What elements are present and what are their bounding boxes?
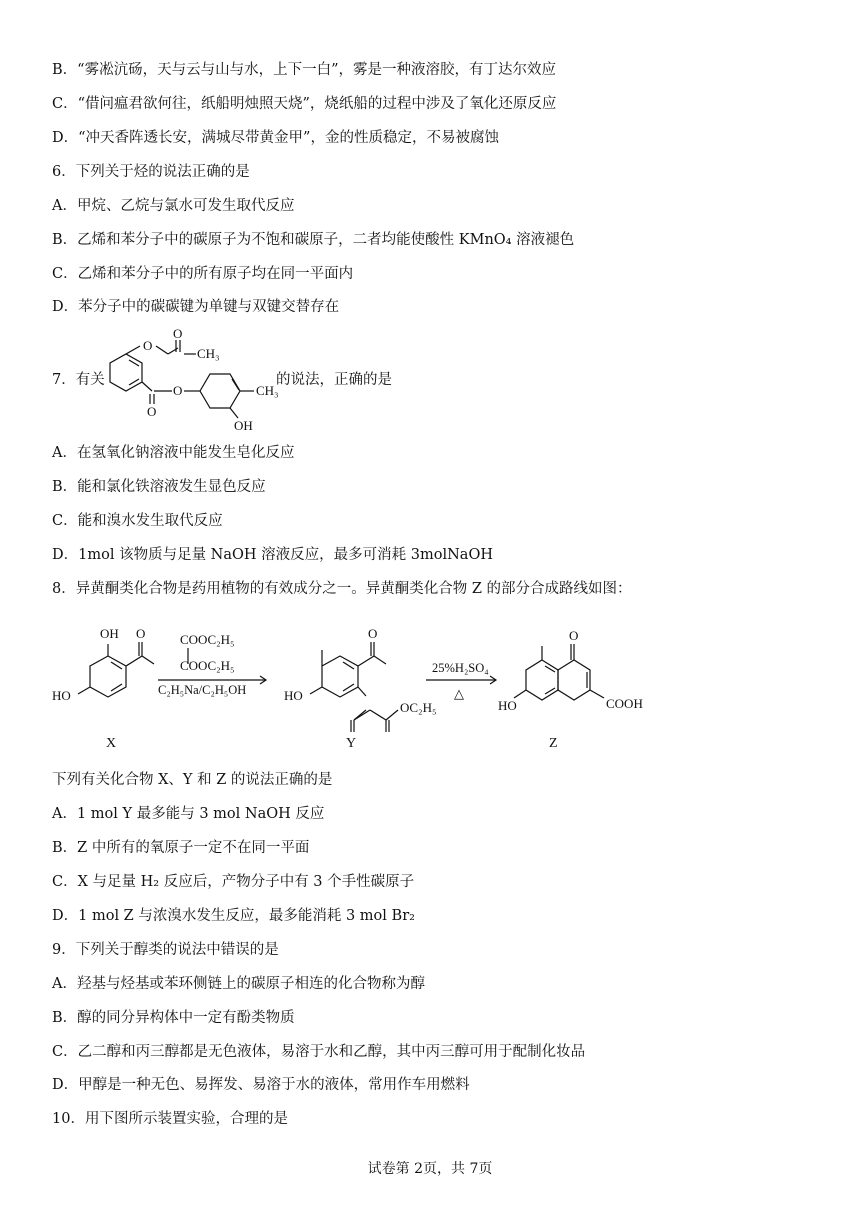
q7-oh: OH	[234, 418, 253, 433]
q7-o4: O	[173, 383, 183, 398]
x-ho: HO	[52, 688, 71, 703]
x-oh-top: OH	[100, 626, 119, 641]
x-o: O	[136, 626, 146, 641]
q8-option-b: B．Z 中所有的氧原子一定不在同一平面	[52, 840, 310, 856]
q8-synthesis-scheme	[48, 614, 668, 764]
y-ho: HO	[284, 688, 303, 703]
q8-stem: 8．异黄酮类化合物是药用植物的有效成分之一。异黄酮类化合物 Z 的部分合成路线如图：	[52, 581, 632, 597]
q9-option-d: D．甲醇是一种无色、易挥发、易溶于水的液体，常用作车用燃料	[52, 1077, 470, 1093]
z-ho: HO	[498, 698, 517, 713]
q7-o1: O	[143, 338, 153, 353]
q8-option-a: A．1 mol Y 最多能与 3 mol NaOH 反应	[52, 806, 325, 822]
q7-option-a: A．在氢氧化钠溶液中能发生皂化反应	[52, 445, 295, 461]
q8-option-d: D．1 mol Z 与浓溴水发生反应，最多能消耗 3 mol Br₂	[52, 908, 415, 924]
reagent1-top: COOC₂H₅	[180, 632, 235, 647]
q6-option-a: A．甲烷、乙烷与氯水可发生取代反应	[52, 198, 295, 214]
q6-option-b: B．乙烯和苯分子中的碳原子为不饱和碳原子，二者均能使酸性 KMnO₄ 溶液褪色	[52, 232, 575, 248]
q6-stem: 6．下列关于烃的说法正确的是	[52, 164, 250, 180]
q7-o3: O	[147, 404, 157, 419]
q7-option-d: D．1mol 该物质与足量 NaOH 溶液反应，最多可消耗 3molNaOH	[52, 547, 493, 563]
page-footer: 试卷第 2页，共 7页	[367, 1161, 493, 1177]
y-o: O	[368, 626, 378, 641]
q5-option-b: B．“雾凇沆砀，天与云与山与水，上下一白”，雾是一种液溶胶，有丁达尔效应	[52, 62, 556, 78]
q5-option-d: D．“冲天香阵透长安，满城尽带黄金甲”，金的性质稳定，不易被腐蚀	[52, 130, 499, 146]
q6-option-d: D．苯分子中的碳碳键为单键与双键交替存在	[52, 299, 340, 315]
reagent1-condition: C₂H₅Na/C₂H₅OH	[158, 683, 247, 697]
q10-stem: 10．用下图所示装置实验，合理的是	[52, 1111, 288, 1127]
reagent2-top: 25%H₂SO₄	[432, 661, 489, 675]
q7-o2: O	[173, 326, 183, 341]
q7-structure	[96, 326, 286, 434]
q8-intro: 下列有关化合物 X、Y 和 Z 的说法正确的是	[52, 772, 333, 788]
reagent1-bottom: COOC₂H₅	[180, 658, 235, 673]
q7-stem-suffix: 的说法，正确的是	[276, 372, 392, 388]
q6-option-c: C．乙烯和苯分子中的所有原子均在同一平面内	[52, 266, 354, 282]
q7-option-c: C．能和溴水发生取代反应	[52, 513, 223, 529]
q5-option-c: C．“借问瘟君欲何往，纸船明烛照天烧”，烧纸船的过程中涉及了氧化还原反应	[52, 96, 557, 112]
q7-stem-prefix: 7．有关	[52, 372, 105, 388]
reagent2-bottom: △	[454, 686, 464, 701]
q9-option-b: B．醇的同分异构体中一定有酚类物质	[52, 1010, 295, 1026]
compound-z-label: Z	[549, 736, 558, 751]
q7-ch3: CH₃	[197, 346, 220, 361]
q9-option-c: C．乙二醇和丙三醇都是无色液体，易溶于水和乙醇，其中丙三醇可用于配制化妆品	[52, 1044, 586, 1060]
q9-option-a: A．羟基与烃基或苯环侧链上的碳原子相连的化合物称为醇	[52, 976, 425, 992]
compound-y-label: Y	[346, 736, 357, 751]
z-o: O	[569, 628, 579, 643]
q8-option-c: C．X 与足量 H₂ 反应后，产物分子中有 3 个手性碳原子	[52, 874, 415, 890]
q7-ch3b: CH₃	[256, 383, 279, 398]
y-oc2h5: OC₂H₅	[400, 700, 437, 715]
q7-option-b: B．能和氯化铁溶液发生显色反应	[52, 479, 266, 495]
z-cooh: COOH	[606, 696, 643, 711]
q9-stem: 9．下列关于醇类的说法中错误的是	[52, 942, 279, 958]
compound-x-label: X	[106, 736, 117, 751]
